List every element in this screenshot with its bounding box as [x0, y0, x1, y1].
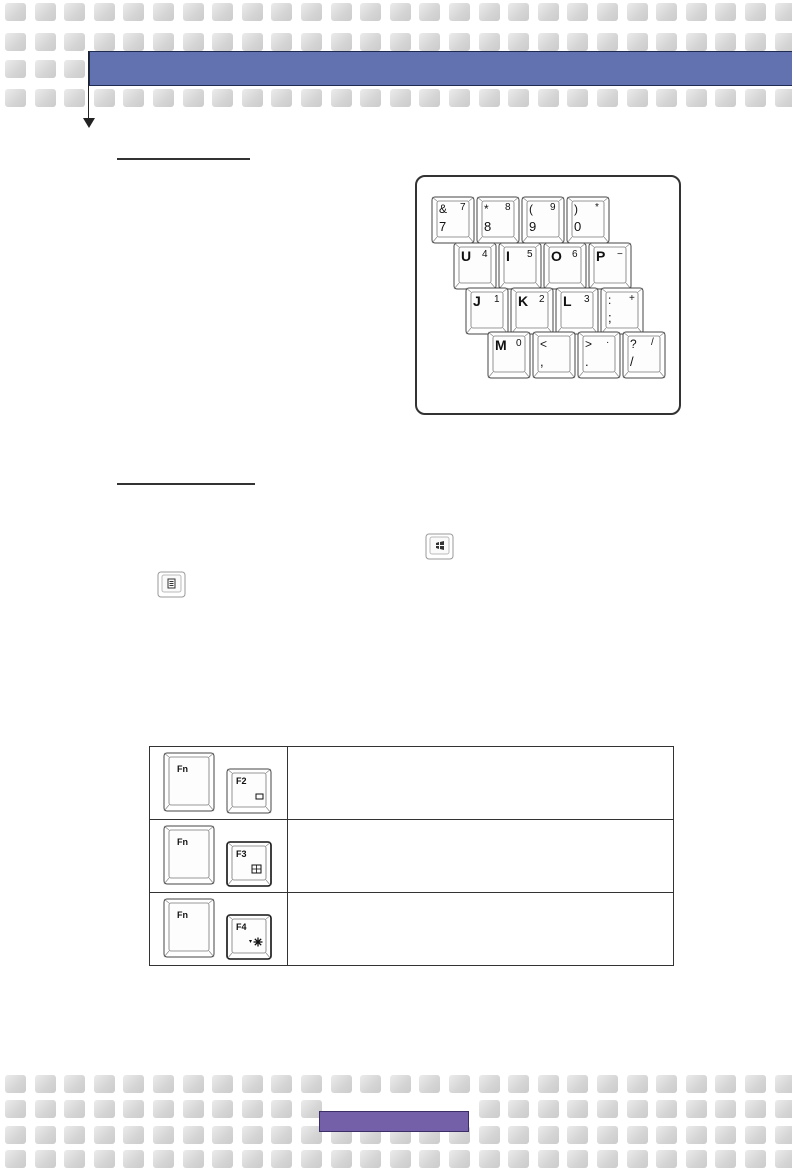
decor-tile [686, 1126, 707, 1144]
function-key-label: F3 [236, 849, 247, 859]
keypad-illustration [417, 177, 679, 413]
decor-tile [479, 1150, 500, 1168]
decor-tile [745, 1075, 766, 1093]
decor-tile [775, 33, 792, 51]
function-key-label: F2 [236, 776, 247, 786]
key-shift-label: ) [574, 202, 578, 216]
keypad-key [488, 332, 530, 378]
decor-tile [508, 33, 529, 51]
decor-tile [123, 1100, 144, 1118]
decor-tile [183, 1075, 204, 1093]
section-heading-underline [117, 158, 250, 160]
decor-tile [479, 1075, 500, 1093]
key-numpad-label: 3 [584, 294, 590, 305]
key-numpad-label: − [617, 249, 623, 260]
decor-tile [5, 89, 26, 107]
decor-tile [301, 1075, 322, 1093]
key-numpad-label: 8 [505, 202, 511, 213]
decor-tile [656, 1100, 677, 1118]
fn-key-label: Fn [177, 764, 188, 774]
decor-tile [508, 3, 529, 21]
decor-tile [271, 1150, 292, 1168]
decor-tile [94, 3, 115, 21]
key-main-label: , [540, 354, 544, 369]
key-numpad-label: 5 [527, 249, 533, 260]
keypad-key [454, 243, 496, 289]
keypad-key [533, 332, 575, 378]
decor-tile [5, 1100, 26, 1118]
key-main-label: / [630, 354, 634, 369]
decor-tile [35, 3, 56, 21]
key-numpad-label: 2 [539, 294, 545, 305]
key-shift-label: ? [630, 337, 637, 351]
decor-tile [123, 1150, 144, 1168]
key-main-label: 9 [529, 219, 537, 234]
decor-tile [360, 33, 381, 51]
decor-tile [538, 1075, 559, 1093]
decor-tile [686, 33, 707, 51]
key-main-label: J [473, 293, 481, 309]
keypad-key [589, 243, 631, 289]
decor-tile [5, 1150, 26, 1168]
key-shift-label: ( [529, 202, 533, 216]
decor-tile [686, 89, 707, 107]
decor-tile [242, 1150, 263, 1168]
keypad-key [499, 243, 541, 289]
f3-key-icon [227, 842, 271, 886]
decor-tile [271, 1075, 292, 1093]
decor-tile [449, 3, 470, 21]
decor-tile [242, 1075, 263, 1093]
decor-tile [449, 1150, 470, 1168]
decor-tile [331, 33, 352, 51]
section-heading-underline [117, 483, 255, 485]
keypad-key [601, 288, 643, 334]
decor-tile [64, 33, 85, 51]
decor-tile [479, 1100, 500, 1118]
decor-tile [567, 1150, 588, 1168]
decor-tile [597, 1150, 618, 1168]
decor-tile [360, 1075, 381, 1093]
decor-tile [212, 1075, 233, 1093]
decor-tile [331, 1075, 352, 1093]
decor-tile [153, 3, 174, 21]
decor-tile [271, 1126, 292, 1144]
key-numpad-label: * [595, 202, 599, 213]
fn-f4-key-icon [150, 893, 287, 965]
key-numpad-label: / [651, 337, 654, 348]
decor-tile [35, 33, 56, 51]
keypad-key [466, 288, 508, 334]
key-shift-label: < [540, 337, 548, 351]
decor-tile [656, 3, 677, 21]
decor-tile [656, 1075, 677, 1093]
decor-tile [745, 3, 766, 21]
decor-tile [508, 89, 529, 107]
page-number-bar [319, 1111, 469, 1132]
decor-tile [123, 1075, 144, 1093]
key-numpad-label: 4 [482, 249, 488, 260]
decor-tile [123, 3, 144, 21]
decor-tile [686, 1150, 707, 1168]
chapter-header-bar [89, 51, 792, 86]
decor-tile [715, 3, 736, 21]
decor-tile [94, 1100, 115, 1118]
decor-tile [153, 89, 174, 107]
decor-tile [212, 33, 233, 51]
decor-tile [242, 1100, 263, 1118]
decor-tile [567, 1126, 588, 1144]
decor-tile [301, 89, 322, 107]
decor-tile [360, 1150, 381, 1168]
decor-tile [419, 3, 440, 21]
decor-tile [745, 1150, 766, 1168]
key-shift-label: * [484, 202, 489, 216]
decor-tile [153, 1126, 174, 1144]
key-numpad-label: 9 [550, 202, 556, 213]
decor-tile [212, 89, 233, 107]
decor-tile [331, 89, 352, 107]
key-main-label: ; [608, 310, 612, 325]
decor-tile [64, 1100, 85, 1118]
decor-tile [775, 1075, 792, 1093]
decor-tile [627, 1100, 648, 1118]
decor-tile [508, 1126, 529, 1144]
page-marker-line [88, 51, 89, 121]
key-numpad-label: 1 [494, 294, 500, 305]
decor-tile [5, 60, 26, 78]
decor-tile [508, 1075, 529, 1093]
decor-tile [775, 3, 792, 21]
key-shift-label: & [439, 202, 448, 216]
decor-tile [360, 3, 381, 21]
decor-tile [123, 89, 144, 107]
key-main-label: L [563, 293, 572, 309]
decor-tile [449, 1075, 470, 1093]
key-main-label: . [585, 354, 589, 369]
decor-tile [153, 1075, 174, 1093]
decor-tile [64, 60, 85, 78]
decor-tile [35, 60, 56, 78]
decor-tile [360, 89, 381, 107]
key-numpad-label: 7 [460, 202, 466, 213]
decor-tile [449, 33, 470, 51]
decor-tile [775, 1150, 792, 1168]
key-main-label: 0 [574, 219, 582, 234]
decor-tile [627, 1126, 648, 1144]
keypad-key [567, 197, 609, 243]
decor-tile [64, 1075, 85, 1093]
keypad-key [578, 332, 620, 378]
decor-tile [597, 1126, 618, 1144]
decor-tile [242, 33, 263, 51]
decor-tile [212, 3, 233, 21]
decor-tile [64, 89, 85, 107]
function-key-table [149, 746, 674, 966]
decor-tile [538, 1100, 559, 1118]
decor-tile [715, 1100, 736, 1118]
decor-tile [212, 1100, 233, 1118]
decor-tile [242, 1126, 263, 1144]
decor-tile [567, 3, 588, 21]
decor-tile [242, 89, 263, 107]
decor-tile [419, 89, 440, 107]
f4-key-icon [227, 915, 271, 959]
decor-tile [686, 1075, 707, 1093]
decor-tile [123, 33, 144, 51]
decor-tile [538, 1150, 559, 1168]
decor-tile [656, 33, 677, 51]
decor-tile [775, 1126, 792, 1144]
fn-key-combo [150, 893, 288, 965]
decor-tile [745, 89, 766, 107]
decor-tile [5, 3, 26, 21]
decor-tile [567, 33, 588, 51]
decor-tile [271, 89, 292, 107]
decor-tile [390, 1150, 411, 1168]
key-numpad-label: + [629, 293, 635, 304]
decor-tile [479, 1126, 500, 1144]
decor-tile [94, 89, 115, 107]
key-numpad-label: · [606, 337, 610, 348]
key-numpad-label: 6 [572, 249, 578, 260]
fn-key-label: Fn [177, 910, 188, 920]
decor-tile [183, 1150, 204, 1168]
decor-tile [715, 1126, 736, 1144]
fn-key-row-brightness [150, 893, 673, 965]
decor-tile [686, 1100, 707, 1118]
decor-tile [508, 1150, 529, 1168]
decor-tile [419, 33, 440, 51]
decor-tile [538, 89, 559, 107]
page-marker-arrow-icon [83, 118, 95, 128]
decor-tile [745, 1100, 766, 1118]
decor-tile [242, 3, 263, 21]
fn-key-icon [164, 826, 214, 884]
key-main-label: K [518, 293, 529, 309]
f2-key-icon [227, 769, 271, 813]
decor-tile [301, 3, 322, 21]
decor-tile [64, 3, 85, 21]
key-shift-label: : [608, 293, 612, 307]
decor-tile [597, 33, 618, 51]
fn-key-row-touchpad [150, 820, 673, 893]
decor-tile [5, 33, 26, 51]
windows-logo-icon [425, 533, 455, 561]
keypad-key [511, 288, 553, 334]
decor-tile [94, 1150, 115, 1168]
decor-tile [627, 1150, 648, 1168]
decor-tile [331, 1150, 352, 1168]
fn-key-combo [150, 820, 288, 892]
decor-tile [597, 1100, 618, 1118]
decor-tile [153, 1100, 174, 1118]
decor-tile [597, 1075, 618, 1093]
decor-tile [775, 1100, 792, 1118]
decor-tile [419, 1075, 440, 1093]
decor-tile [656, 89, 677, 107]
decor-tile [567, 1100, 588, 1118]
decor-tile [656, 1126, 677, 1144]
decor-tile [271, 3, 292, 21]
decor-tile [597, 89, 618, 107]
fn-f2-key-icon [150, 747, 287, 819]
decor-tile [627, 33, 648, 51]
decor-tile [35, 1100, 56, 1118]
decor-tile [212, 1150, 233, 1168]
keypad-key [544, 243, 586, 289]
decor-tile [775, 89, 792, 107]
decor-tile [715, 1150, 736, 1168]
decor-tile [212, 1126, 233, 1144]
decor-tile [123, 1126, 144, 1144]
decor-tile [35, 1126, 56, 1144]
decor-tile [656, 1150, 677, 1168]
decor-tile [390, 1075, 411, 1093]
decor-tile [449, 89, 470, 107]
decor-tile [183, 33, 204, 51]
decor-tile [745, 33, 766, 51]
fn-key-icon [164, 753, 214, 811]
decor-tile [508, 1100, 529, 1118]
decor-tile [35, 1150, 56, 1168]
decor-tile [94, 33, 115, 51]
key-shift-label: > [585, 337, 593, 351]
decor-tile [567, 1075, 588, 1093]
decor-tile [686, 3, 707, 21]
decor-tile [479, 33, 500, 51]
decor-tile [479, 3, 500, 21]
decor-tile [183, 1126, 204, 1144]
decor-tile [5, 1075, 26, 1093]
key-numpad-label: 0 [516, 338, 522, 349]
keypad-key [432, 197, 474, 243]
decor-tile [715, 89, 736, 107]
keypad-key [556, 288, 598, 334]
key-main-label: O [551, 248, 562, 264]
decor-tile [94, 1126, 115, 1144]
decor-tile [479, 89, 500, 107]
decor-tile [538, 33, 559, 51]
key-main-label: P [596, 248, 606, 264]
menu-key-icon [157, 571, 187, 599]
decor-tile [301, 33, 322, 51]
key-main-label: M [495, 337, 507, 353]
decor-tile [153, 33, 174, 51]
fn-key-combo [150, 747, 288, 819]
decor-tile [5, 1126, 26, 1144]
decor-tile [301, 1150, 322, 1168]
fn-key-row-display [150, 747, 673, 820]
decor-tile [597, 3, 618, 21]
keypad-key [477, 197, 519, 243]
decor-tile [390, 33, 411, 51]
decor-tile [538, 1126, 559, 1144]
decor-tile [390, 3, 411, 21]
decor-tile [715, 33, 736, 51]
decor-tile [183, 3, 204, 21]
decor-tile [390, 89, 411, 107]
decor-tile [567, 89, 588, 107]
key-main-label: I [506, 248, 510, 264]
decor-tile [183, 1100, 204, 1118]
function-key-label: F4 [236, 922, 247, 932]
decor-tile [627, 1075, 648, 1093]
keypad-key [522, 197, 564, 243]
decor-tile [35, 89, 56, 107]
decor-tile [745, 1126, 766, 1144]
fn-key-icon [164, 899, 214, 957]
key-main-label: U [461, 248, 472, 264]
keypad-key [623, 332, 665, 378]
decor-tile [419, 1150, 440, 1168]
embedded-keypad-figure [415, 175, 681, 415]
decor-tile [627, 3, 648, 21]
key-main-label: 7 [439, 219, 447, 234]
key-main-label: 8 [484, 219, 492, 234]
fn-f3-key-icon [150, 820, 287, 892]
decor-tile [627, 89, 648, 107]
decor-tile [715, 1075, 736, 1093]
fn-key-label: Fn [177, 837, 188, 847]
decor-tile [271, 33, 292, 51]
decor-tile [331, 3, 352, 21]
decor-tile [183, 89, 204, 107]
decor-tile [153, 1150, 174, 1168]
decor-tile [94, 1075, 115, 1093]
decor-tile [538, 3, 559, 21]
decor-tile [35, 1075, 56, 1093]
decor-tile [271, 1100, 292, 1118]
decor-tile [64, 1126, 85, 1144]
decor-tile [64, 1150, 85, 1168]
